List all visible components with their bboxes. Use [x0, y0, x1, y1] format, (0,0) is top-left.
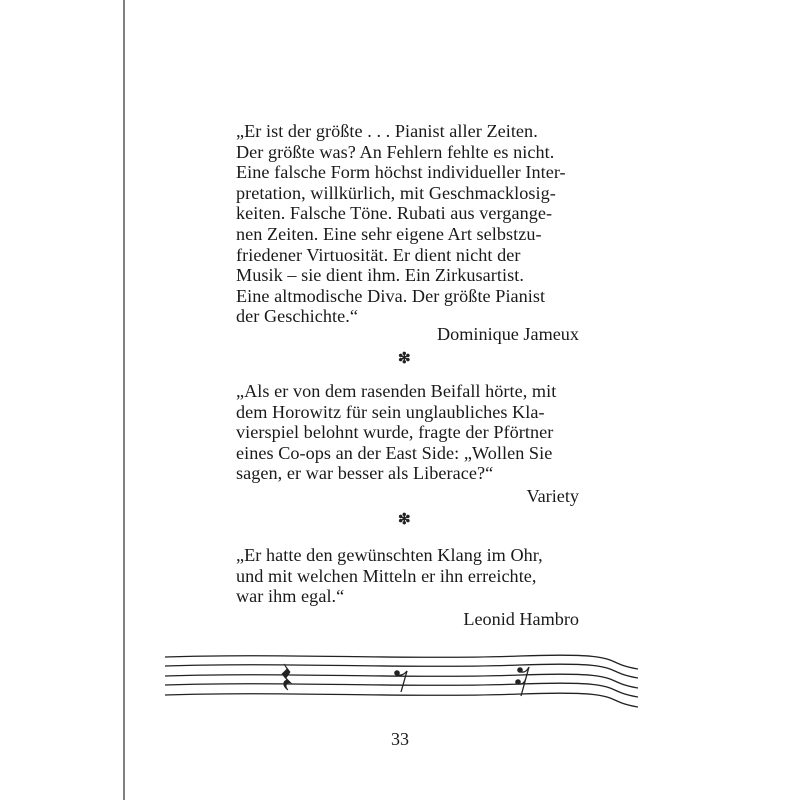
quote-line: und mit welchen Mitteln er ihn erreichte, — [236, 565, 537, 586]
page-binding-edge — [123, 0, 125, 800]
quote-line: der Geschichte.“ — [236, 306, 358, 327]
page-number: 33 — [391, 729, 409, 749]
quarter-rest-icon — [282, 664, 291, 690]
quote-line: keiten. Falsche Töne. Rubati aus vergange- — [236, 203, 553, 224]
separator-asterisk-icon: ❇ — [398, 351, 411, 367]
quote-1-author: Dominique Jameux — [437, 324, 579, 344]
quote-3 — [236, 545, 586, 607]
quote-line: eines Co-ops an der East Side: „Wollen Sie — [236, 442, 553, 463]
quote-line: pretation, willkürlich, mit Geschmacklosig- — [236, 182, 556, 203]
quote-line: Eine altmodische Diva. Der größte Pianist — [236, 285, 546, 306]
quote-line: war ihm egal.“ — [236, 586, 345, 607]
quote-line: Der größte was? An Fehlern fehlte es nicht. — [236, 141, 555, 162]
quote-line: friedener Virtuosität. Er dient nicht der — [236, 244, 521, 265]
eighth-rest-icon — [394, 670, 407, 692]
music-staff — [160, 645, 645, 720]
separator-asterisk-icon: ❇ — [398, 512, 411, 528]
quote-3-author: Leonid Hambro — [463, 609, 579, 629]
quote-2-author: Variety — [526, 486, 579, 506]
quote-line: Musik – sie dient ihm. Ein Zirkusartist. — [236, 265, 524, 286]
quote-line: vierspiel belohnt wurde, fragte der Pförtner — [236, 422, 554, 443]
quote-line: Eine falsche Form höchst individueller Inter- — [236, 162, 566, 183]
quote-line: dem Horowitz für sein unglaubliches Kla- — [236, 401, 545, 422]
sixteenth-rest-icon — [515, 667, 529, 696]
quote-line: nen Zeiten. Eine sehr eigene Art selbstzu- — [236, 223, 542, 244]
quote-2 — [236, 381, 586, 484]
quote-1 — [236, 121, 586, 327]
quote-line: sagen, er war besser als Liberace?“ — [236, 463, 494, 484]
quote-line: „Er hatte den gewünschten Klang im Ohr, — [236, 545, 543, 565]
quote-line: „Er ist der größte . . . Pianist aller Zeiten. — [236, 121, 538, 141]
quote-line: „Als er von dem rasenden Beifall hörte, mit — [236, 381, 557, 401]
